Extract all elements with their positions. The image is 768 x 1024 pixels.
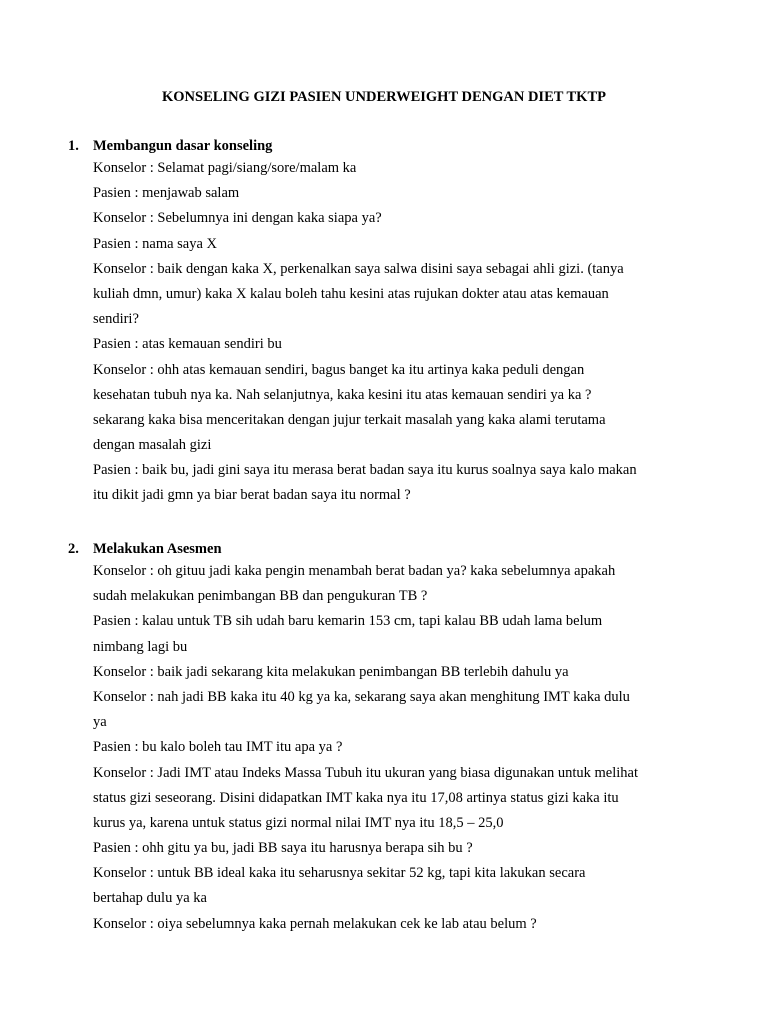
dialogue-line: Konselor : nah jadi BB kaka itu 40 kg ya ka, sekarang saya akan menghitung IMT kaka dulu [93, 688, 630, 705]
dialogue-line: Konselor : Sebelumnya ini dengan kaka siapa ya? [93, 210, 382, 227]
dialogue-line: sendiri? [93, 311, 139, 328]
dialogue-line: Pasien : ohh gitu ya bu, jadi BB saya itu harusnya berapa sih bu ? [93, 840, 473, 857]
dialogue-line: bertahap dulu ya ka [93, 890, 207, 907]
document-title: KONSELING GIZI PASIEN UNDERWEIGHT DENGAN DIET TKTP [162, 89, 606, 105]
dialogue-line: nimbang lagi bu [93, 638, 188, 655]
dialogue-line: dengan masalah gizi [93, 437, 212, 454]
section-heading-text: Membangun dasar konseling [93, 138, 273, 154]
dialogue-line: Konselor : ohh atas kemauan sendiri, bagus banget ka itu artinya kaka peduli dengan [93, 361, 585, 378]
dialogue-line: Konselor : Selamat pagi/siang/sore/malam ka [93, 160, 357, 176]
dialogue-line: Konselor : Jadi IMT atau Indeks Massa Tubuh itu ukuran yang biasa digunakan untuk melihat [93, 764, 639, 781]
dialogue-line: Konselor : baik jadi sekarang kita melakukan penimbangan BB terlebih dahulu ya [93, 663, 569, 680]
section-number: 2. [68, 541, 79, 557]
dialogue-line: Pasien : menjawab salam [93, 185, 240, 202]
section-melakukan-asesmen [68, 539, 688, 937]
dialogue-line: kuliah dmn, umur) kaka X kalau boleh tahu kesini atas rujukan dokter atau atas kemauan [93, 285, 609, 302]
dialogue-lines [93, 559, 683, 937]
dialogue-line: sudah melakukan penimbangan BB dan pengukuran TB ? [93, 588, 428, 605]
dialogue-line: Konselor : untuk BB ideal kaka itu seharusnya sekitar 52 kg, tapi kita lakukan secara [93, 865, 586, 882]
dialogue-line: Pasien : kalau untuk TB sih udah baru kemarin 153 cm, tapi kalau BB udah lama belum [93, 613, 603, 630]
dialogue-line: ya [93, 714, 107, 731]
dialogue-line: Pasien : baik bu, jadi gini saya itu merasa berat badan saya itu kurus soalnya saya kalo makan [93, 462, 637, 479]
section-number: 1. [68, 138, 79, 154]
section-heading-text: Melakukan Asesmen [93, 541, 222, 557]
dialogue-line: Konselor : oh gituu jadi kaka pengin menambah berat badan ya? kaka sebelumnya apakah [93, 563, 616, 579]
dialogue-line: Konselor : oiya sebelumnya kaka pernah melakukan cek ke lab atau belum ? [93, 915, 537, 932]
dialogue-line: sekarang kaka bisa menceritakan dengan jujur terkait masalah yang kaka alami terutama [93, 411, 606, 428]
dialogue-line: Pasien : bu kalo boleh tau IMT itu apa ya ? [93, 739, 343, 756]
dialogue-line: Pasien : atas kemauan sendiri bu [93, 336, 282, 353]
dialogue-line: kesehatan tubuh nya ka. Nah selanjutnya, kaka kesini itu atas kemauan sendiri ya ka ? [93, 386, 592, 403]
dialogue-lines [93, 156, 683, 509]
dialogue-line: kurus ya, karena untuk status gizi normal nilai IMT nya itu 18,5 – 25,0 [93, 814, 504, 831]
dialogue-line: status gizi seseorang. Disini didapatkan IMT kaka nya itu 17,08 artinya status gizi kaka itu [93, 789, 619, 806]
section-heading [68, 136, 688, 156]
section-heading [68, 539, 688, 559]
dialogue-line: Pasien : nama saya X [93, 235, 218, 252]
section-membangun-dasar-konseling [68, 136, 688, 509]
dialogue-line: Konselor : baik dengan kaka X, perkenalkan saya salwa disini saya sebagai ahli gizi. (tanya [93, 260, 624, 277]
dialogue-line: itu dikit jadi gmn ya biar berat badan saya itu normal ? [93, 487, 411, 504]
